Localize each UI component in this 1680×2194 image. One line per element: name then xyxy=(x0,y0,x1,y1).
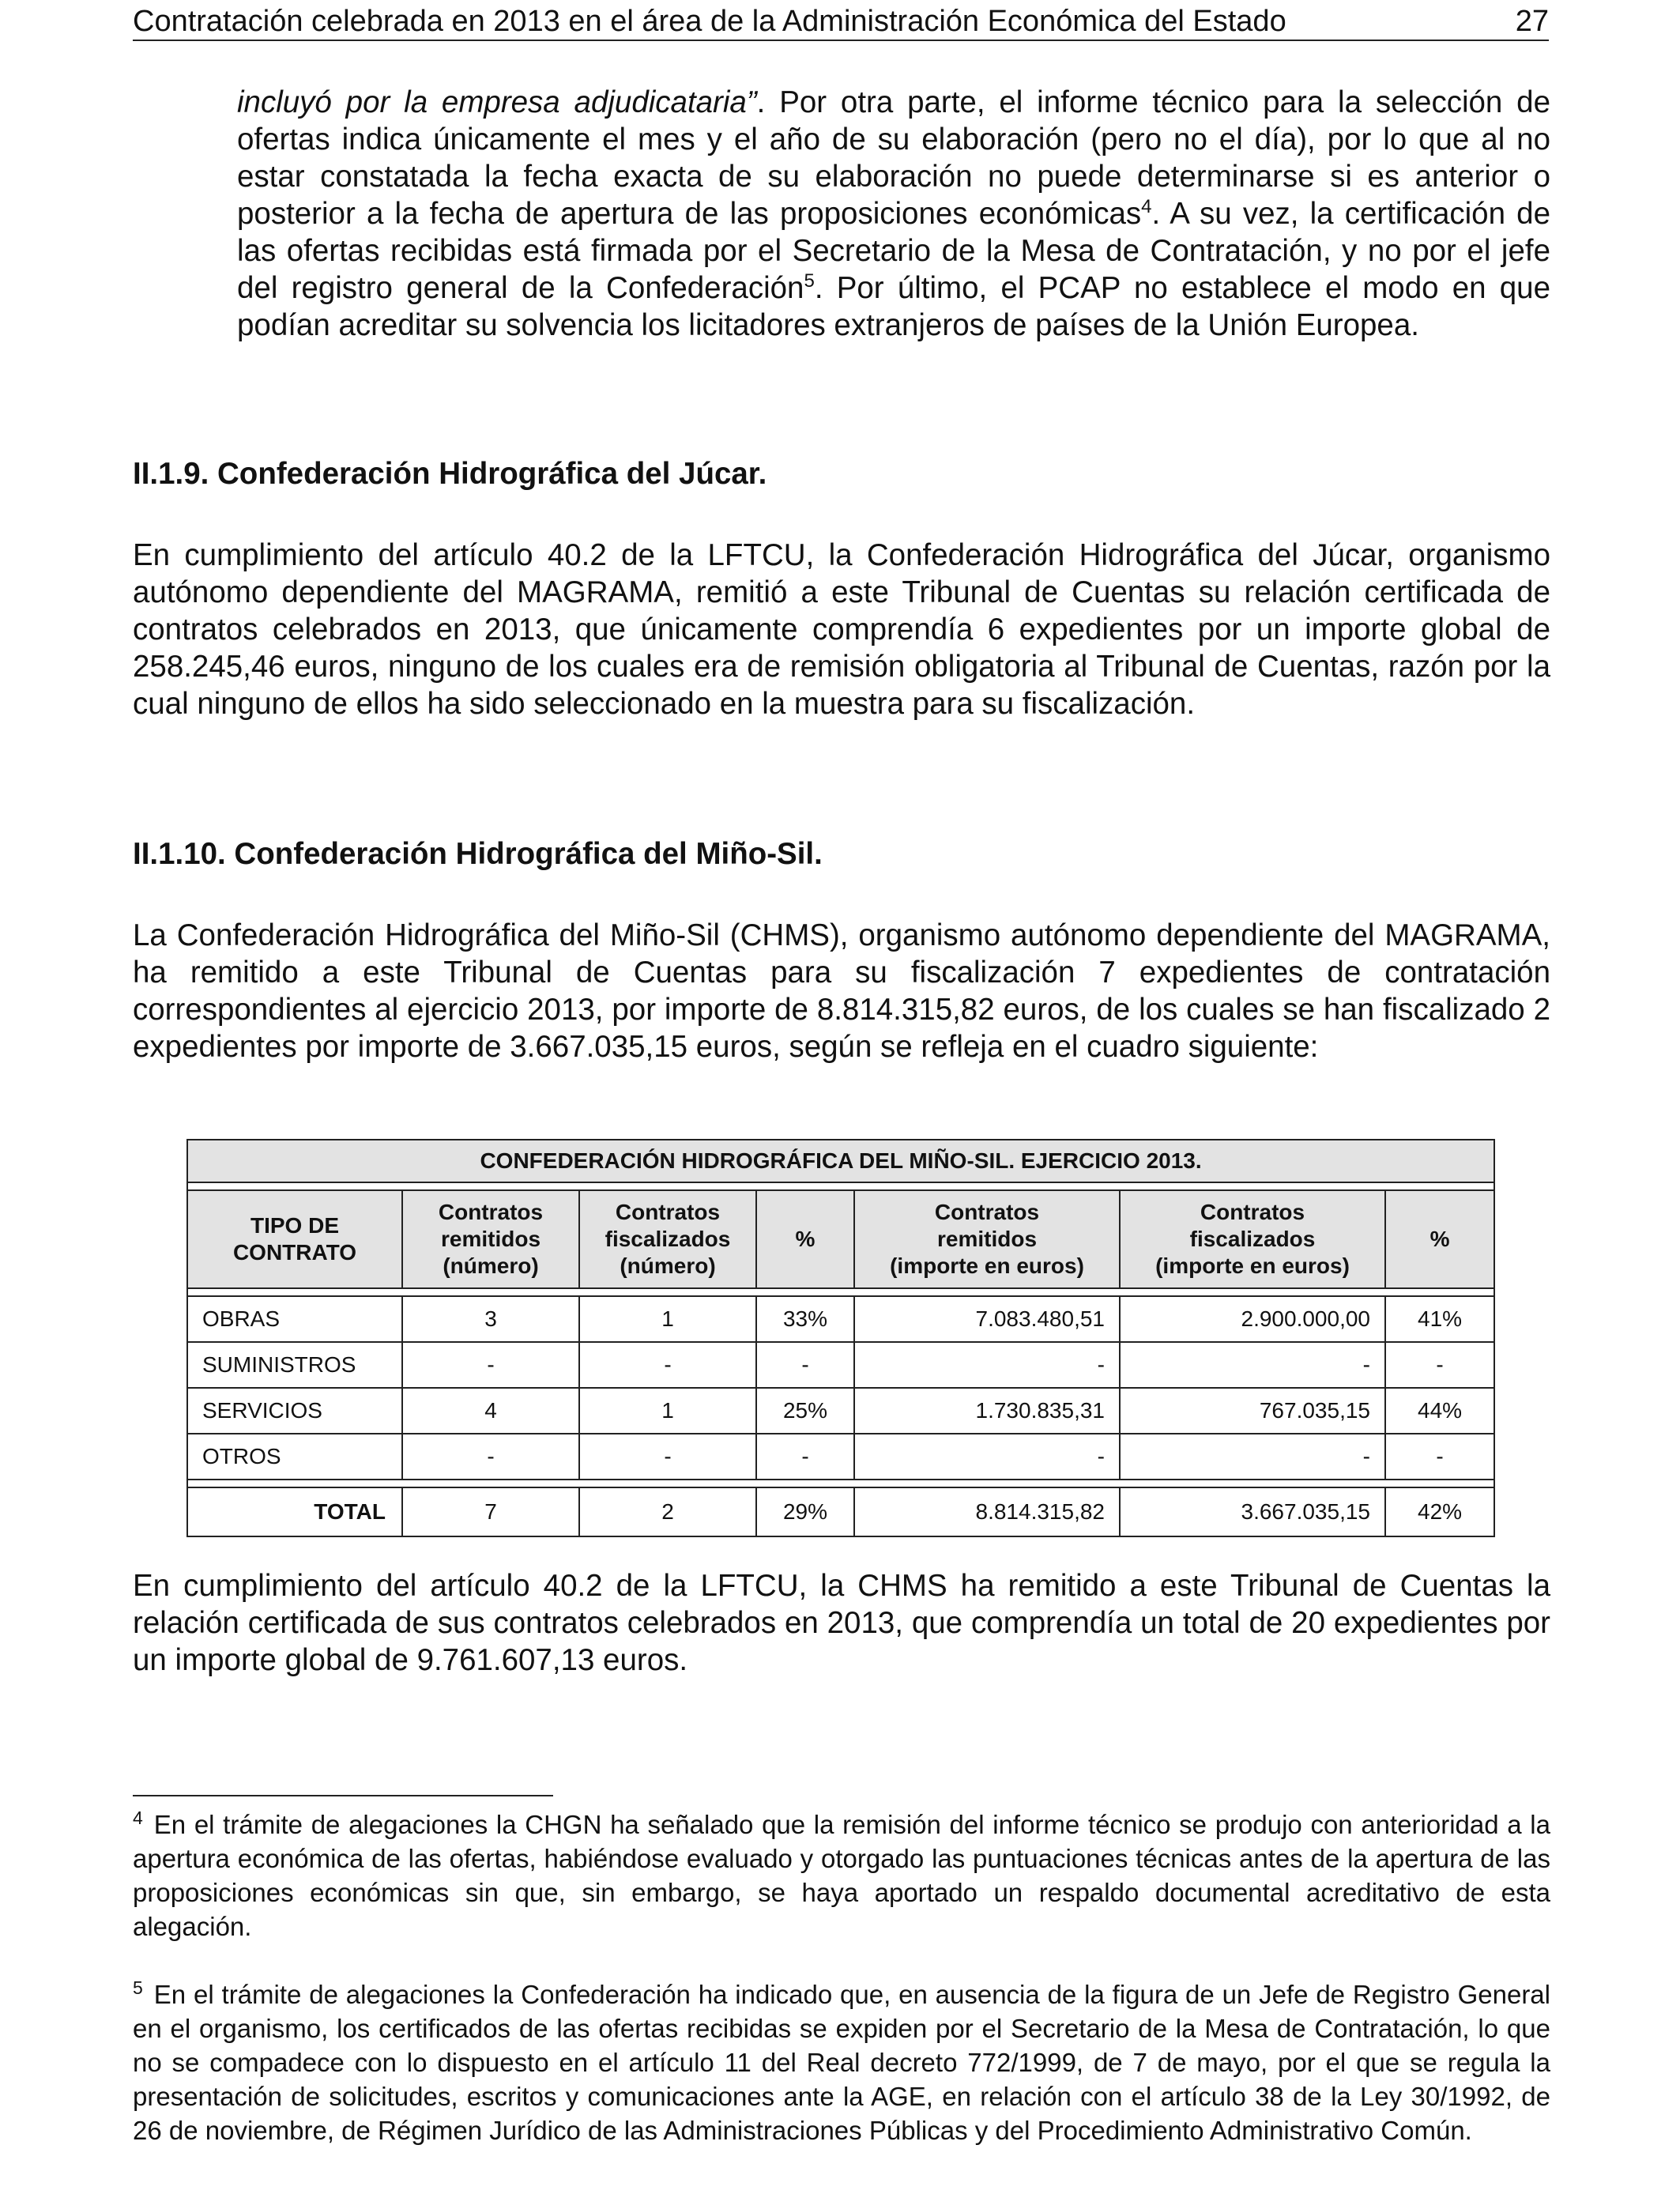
header-line: CONTRATO xyxy=(232,1240,357,1265)
footnote-mark: 4 xyxy=(133,1808,143,1828)
table-cell: 29% xyxy=(756,1487,854,1536)
table-cell: 7.083.480,51 xyxy=(854,1296,1120,1342)
header-line: % xyxy=(1430,1227,1450,1251)
header-line: Contratos xyxy=(934,1200,1040,1224)
table-cell: 44% xyxy=(1385,1388,1494,1434)
intro-text-3: . Por último, el PCAP no establece el modo en que podían acreditar su solvencia los licitadores extranjeros de países de la Unión Europea. xyxy=(237,271,1550,342)
table-cell: - xyxy=(1120,1434,1385,1480)
header-line: Contratos xyxy=(1200,1200,1305,1224)
header-title: Contratación celebrada en 2013 en el área de la Administración Económica del Estado xyxy=(133,5,1286,38)
table-cell: 7 xyxy=(402,1487,579,1536)
table-cell: 3 xyxy=(402,1296,579,1342)
contract-type-cell: OBRAS xyxy=(187,1296,402,1342)
section-body-mino: La Confederación Hidrográfica del Miño-Sil (CHMS), organismo autónomo dependiente del MAGRAMA, ha remitido a este Tribunal de Cuentas para su fiscalización 7 expedientes de contratación correspondientes al ejercicio 2013, por importe de 8.814.315,82 euros, de los cuales se han fiscalizado 2 expedientes por importe de 3.667.035,15 euros, según se refleja en el cuadro siguiente: xyxy=(133,918,1550,1064)
header-line: % xyxy=(795,1227,816,1251)
intro-paragraph xyxy=(237,84,1550,344)
intro-italic-lead: incluyó por la empresa adjudicataria” xyxy=(237,85,757,119)
table-cell: - xyxy=(756,1342,854,1388)
table-cell: 33% xyxy=(756,1296,854,1342)
table-total-row xyxy=(187,1487,1494,1536)
contract-type-cell: SERVICIOS xyxy=(187,1388,402,1434)
table-cell: - xyxy=(1385,1342,1494,1388)
header-line: Contratos xyxy=(615,1200,721,1224)
section-heading-jucar: II.1.9. Confederación Hidrográfica del Júcar. xyxy=(133,457,767,491)
table-header-cell xyxy=(756,1190,854,1288)
table-header-cell xyxy=(854,1190,1120,1288)
table-row xyxy=(187,1342,1494,1388)
table-row xyxy=(187,1434,1494,1480)
header-line: remitidos xyxy=(936,1227,1038,1251)
intro-text-1: . Por otra parte, el informe técnico para la selección de ofertas indica únicamente el mes y el año de su elaboración (pero no el día), por lo que al no estar constatada la fecha exacta de su elaboración no puede determinarse si es anterior o posterior a la fecha de apertura de las proposiciones económicas xyxy=(237,85,1550,231)
table-cell: 1 xyxy=(579,1388,756,1434)
header-line: fiscalizados xyxy=(605,1227,731,1251)
table-cell: 2.900.000,00 xyxy=(1120,1296,1385,1342)
table-header-cell xyxy=(1385,1190,1494,1288)
table-caption: CONFEDERACIÓN HIDROGRÁFICA DEL MIÑO-SIL. EJERCICIO 2013. xyxy=(187,1140,1494,1182)
table-cell: 8.814.315,82 xyxy=(854,1487,1120,1536)
section-closing-mino: En cumplimiento del artículo 40.2 de la LFTCU, la CHMS ha remitido a este Tribunal de Cuentas la relación certificada de sus contratos celebrados en 2013, que comprendía un total de 20 expedientes por un importe global de 9.761.607,13 euros. xyxy=(133,1569,1550,1677)
contract-type-cell: OTROS xyxy=(187,1434,402,1480)
header-line: (número) xyxy=(620,1253,716,1278)
table-header-cell xyxy=(1120,1190,1385,1288)
table-caption-row xyxy=(187,1140,1494,1182)
table-cell: 42% xyxy=(1385,1487,1494,1536)
table-cell: 25% xyxy=(756,1388,854,1434)
table-row xyxy=(187,1296,1494,1342)
running-header xyxy=(133,3,1549,41)
table-cell: - xyxy=(579,1434,756,1480)
table-header-cell xyxy=(187,1190,402,1288)
footnote-mark: 5 xyxy=(133,1977,143,1998)
footnote-ref-4[interactable]: 4 xyxy=(1141,196,1152,218)
header-line: (número) xyxy=(443,1253,539,1278)
contract-type-cell: TOTAL xyxy=(187,1487,402,1536)
table-cell: 41% xyxy=(1385,1296,1494,1342)
intro-text-2: . A su vez, la certificación de las ofertas recibidas está firmada por el Secretario de la Mesa de Contratación, y no por el jefe del registro general de la Confederación xyxy=(237,197,1551,305)
table-cell: 2 xyxy=(579,1487,756,1536)
table-row xyxy=(187,1388,1494,1434)
table-cell: 4 xyxy=(402,1388,579,1434)
table-cell: - xyxy=(402,1342,579,1388)
table-cell: - xyxy=(1385,1434,1494,1480)
table-cell: 1.730.835,31 xyxy=(854,1388,1120,1434)
page-number: 27 xyxy=(1515,5,1549,38)
table-header-cell xyxy=(579,1190,756,1288)
table-cell: - xyxy=(579,1342,756,1388)
contracts-table xyxy=(186,1139,1495,1537)
header-line: (importe en euros) xyxy=(1155,1253,1350,1278)
table-header-row xyxy=(187,1190,1494,1288)
header-line: (importe en euros) xyxy=(890,1253,1084,1278)
table-cell: 3.667.035,15 xyxy=(1120,1487,1385,1536)
table-cell: - xyxy=(756,1434,854,1480)
header-line: fiscalizados xyxy=(1189,1227,1316,1251)
footnote-text: En el trámite de alegaciones la Confederación ha indicado que, en ausencia de la figura de un Jefe de Registro General en el organismo, los certificados de las ofertas recibidas se expiden por el Secretario de la Mesa de Contratación, lo que no se compadece con lo dispuesto en el artículo 11 del Real decreto 772/1999, de 7 de mayo, por el que se regula la presentación de solicitudes, escritos y comunicaciones ante la AGE, en relación con el artículo 38 de la Ley 30/1992, de 26 de noviembre, de Régimen Jurídico de las Administraciones Públicas y del Procedimiento Administrativo Común. xyxy=(133,1980,1550,2145)
table-cell: 1 xyxy=(579,1296,756,1342)
contract-type-cell: SUMINISTROS xyxy=(187,1342,402,1388)
table-body xyxy=(187,1296,1494,1480)
header-line: remitidos xyxy=(440,1227,541,1251)
footnote-5 xyxy=(133,1977,1550,2147)
footnote-4 xyxy=(133,1808,1550,1943)
header-line: TIPO DE xyxy=(250,1213,339,1238)
footnote-ref-5[interactable]: 5 xyxy=(804,270,815,292)
table-cell: - xyxy=(402,1434,579,1480)
table-header-cell xyxy=(402,1190,579,1288)
table-cell: - xyxy=(854,1342,1120,1388)
footnote-text: En el trámite de alegaciones la CHGN ha señalado que la remisión del informe técnico se produjo con anterioridad a la apertura económica de las ofertas, habiéndose evaluado y otorgado las puntuaciones técnicas antes de la apertura de las proposiciones económicas sin que, sin embargo, se haya aportado un respaldo documental acreditativo de esta alegación. xyxy=(133,1810,1550,1941)
header-line: Contratos xyxy=(438,1200,544,1224)
section-body-jucar: En cumplimiento del artículo 40.2 de la LFTCU, la Confederación Hidrográfica del Júcar, organismo autónomo dependiente del MAGRAMA, remitió a este Tribunal de Cuentas su relación certificada de contratos celebrados en 2013, que únicamente comprendía 6 expedientes por un importe global de 258.245,46 euros, ninguno de los cuales era de remisión obligatoria al Tribunal de Cuentas, razón por la cual ninguno de ellos ha sido seleccionado en la muestra para su fiscalización. xyxy=(133,538,1550,721)
table-cell: 767.035,15 xyxy=(1120,1388,1385,1434)
footnote-separator xyxy=(133,1795,553,1796)
table-cell: - xyxy=(1120,1342,1385,1388)
table-cell: - xyxy=(854,1434,1120,1480)
section-heading-mino: II.1.10. Confederación Hidrográfica del Miño-Sil. xyxy=(133,837,823,871)
